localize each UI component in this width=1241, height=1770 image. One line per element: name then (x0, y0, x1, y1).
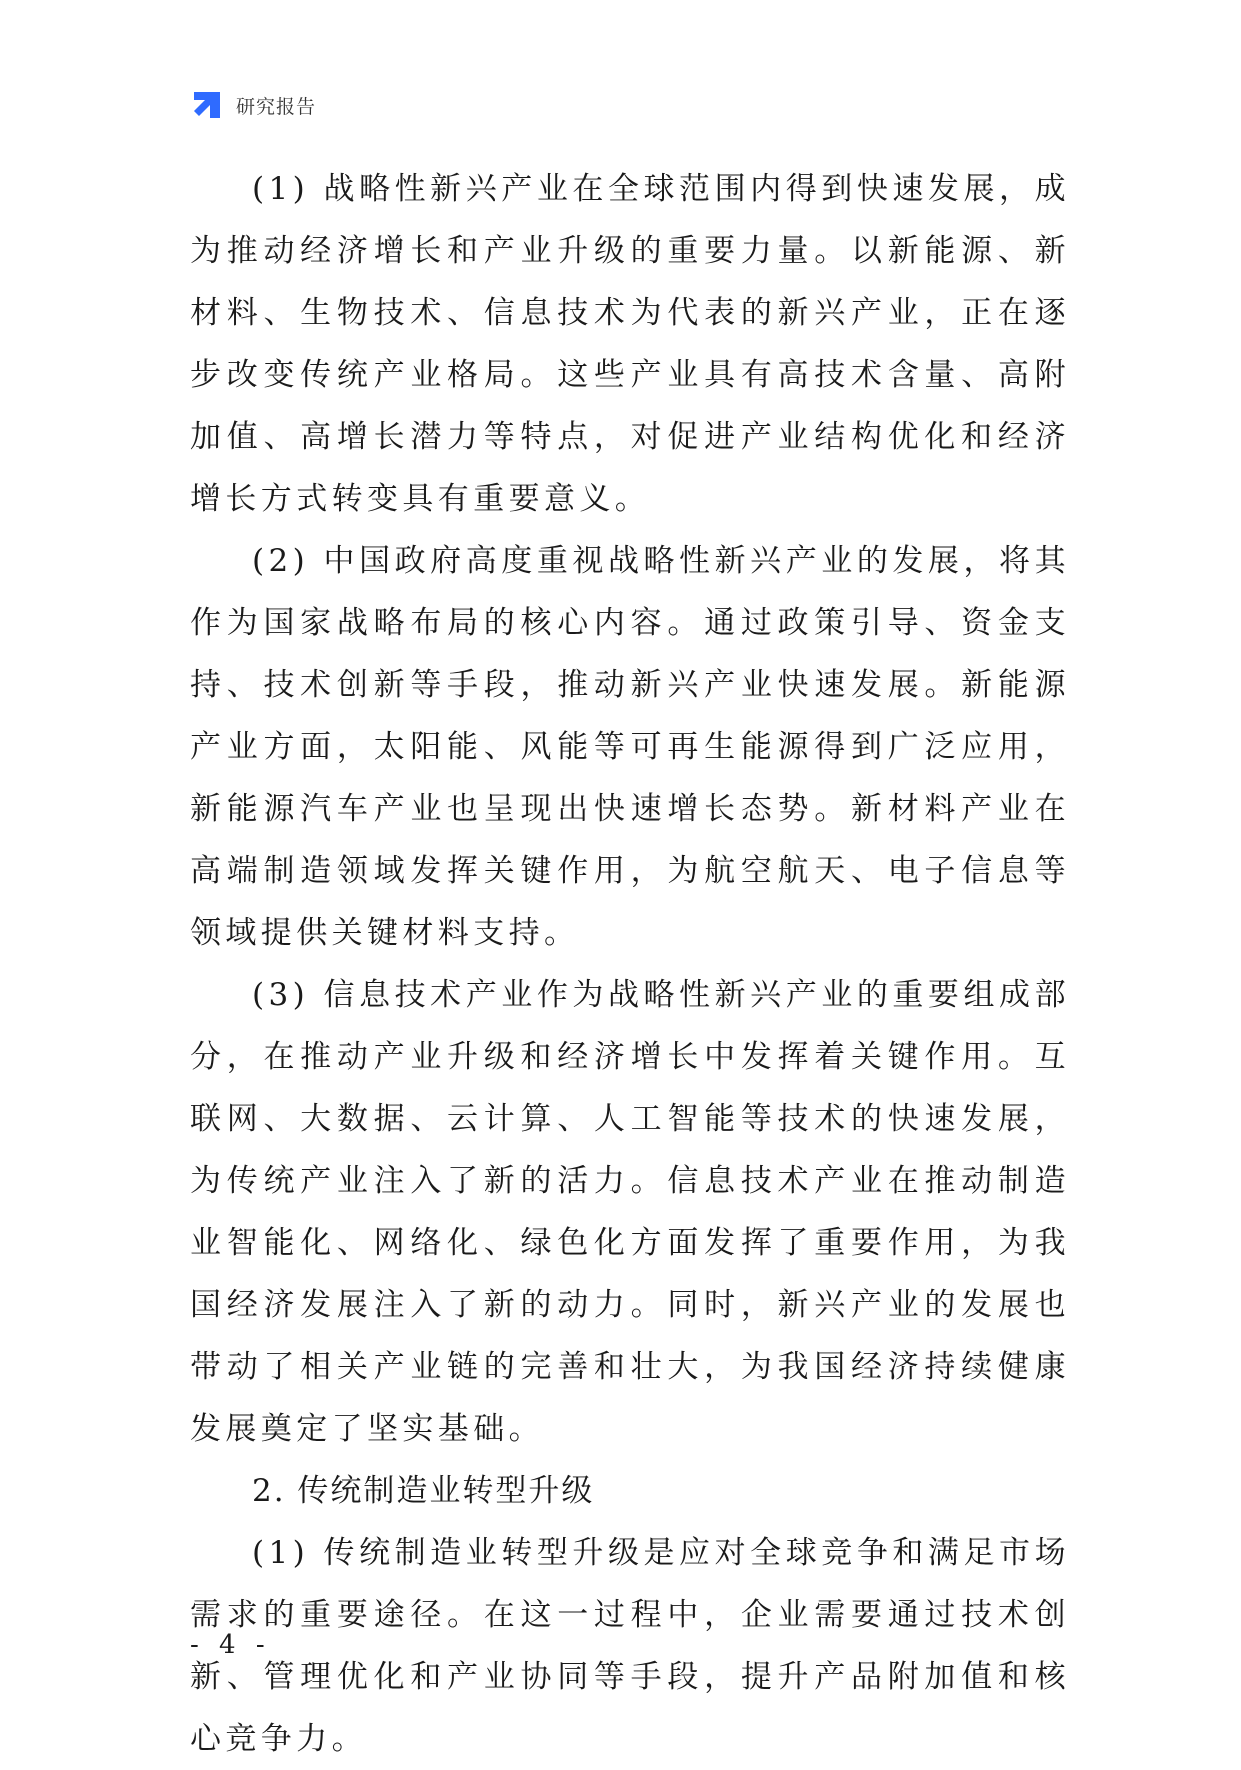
page-number: - 4 - (190, 1630, 271, 1660)
paragraph: (1) 战略性新兴产业在全球范围内得到快速发展，成为推动经济增长和产业升级的重要力量。以新能源、新材料、生物技术、信息技术为代表的新兴产业，正在逐步改变传统产业格局。这些产业具有高技术含量、高附加值、高增长潜力等特点，对促进产业结构优化和经济增长方式转变具有重要意义。 (190, 171, 1070, 517)
document-body (190, 158, 1070, 1770)
arrow-up-right-icon (190, 88, 224, 122)
header-title: 研究报告 (236, 95, 317, 118)
paragraph: (1) 传统制造业转型升级是应对全球竞争和满足市场需求的重要途径。在这一过程中，企业需要通过技术创新、管理优化和产业协同等手段，提升产品附加值和核心竞争力。 (190, 1535, 1070, 1757)
paragraph: (3) 信息技术产业作为战略性新兴产业的重要组成部分，在推动产业升级和经济增长中发挥着关键作用。互联网、大数据、云计算、人工智能等技术的快速发展，为传统产业注入了新的活力。信息技术产业在推动制造业智能化、网络化、绿色化方面发挥了重要作用，为我国经济发展注入了新的动力。同时，新兴产业的发展也带动了相关产业链的完善和壮大，为我国经济持续健康发展奠定了坚实基础。 (190, 977, 1070, 1447)
page-header (190, 88, 316, 122)
section-heading: 2. 传统制造业转型升级 (252, 1473, 595, 1509)
paragraph: (2) 中国政府高度重视战略性新兴产业的发展，将其作为国家战略布局的核心内容。通过政策引导、资金支持、技术创新等手段，推动新兴产业快速发展。新能源产业方面，太阳能、风能等可再生能源得到广泛应用，新能源汽车产业也呈现出快速增长态势。新材料产业在高端制造领域发挥关键作用，为航空航天、电子信息等领域提供关键材料支持。 (190, 543, 1070, 951)
